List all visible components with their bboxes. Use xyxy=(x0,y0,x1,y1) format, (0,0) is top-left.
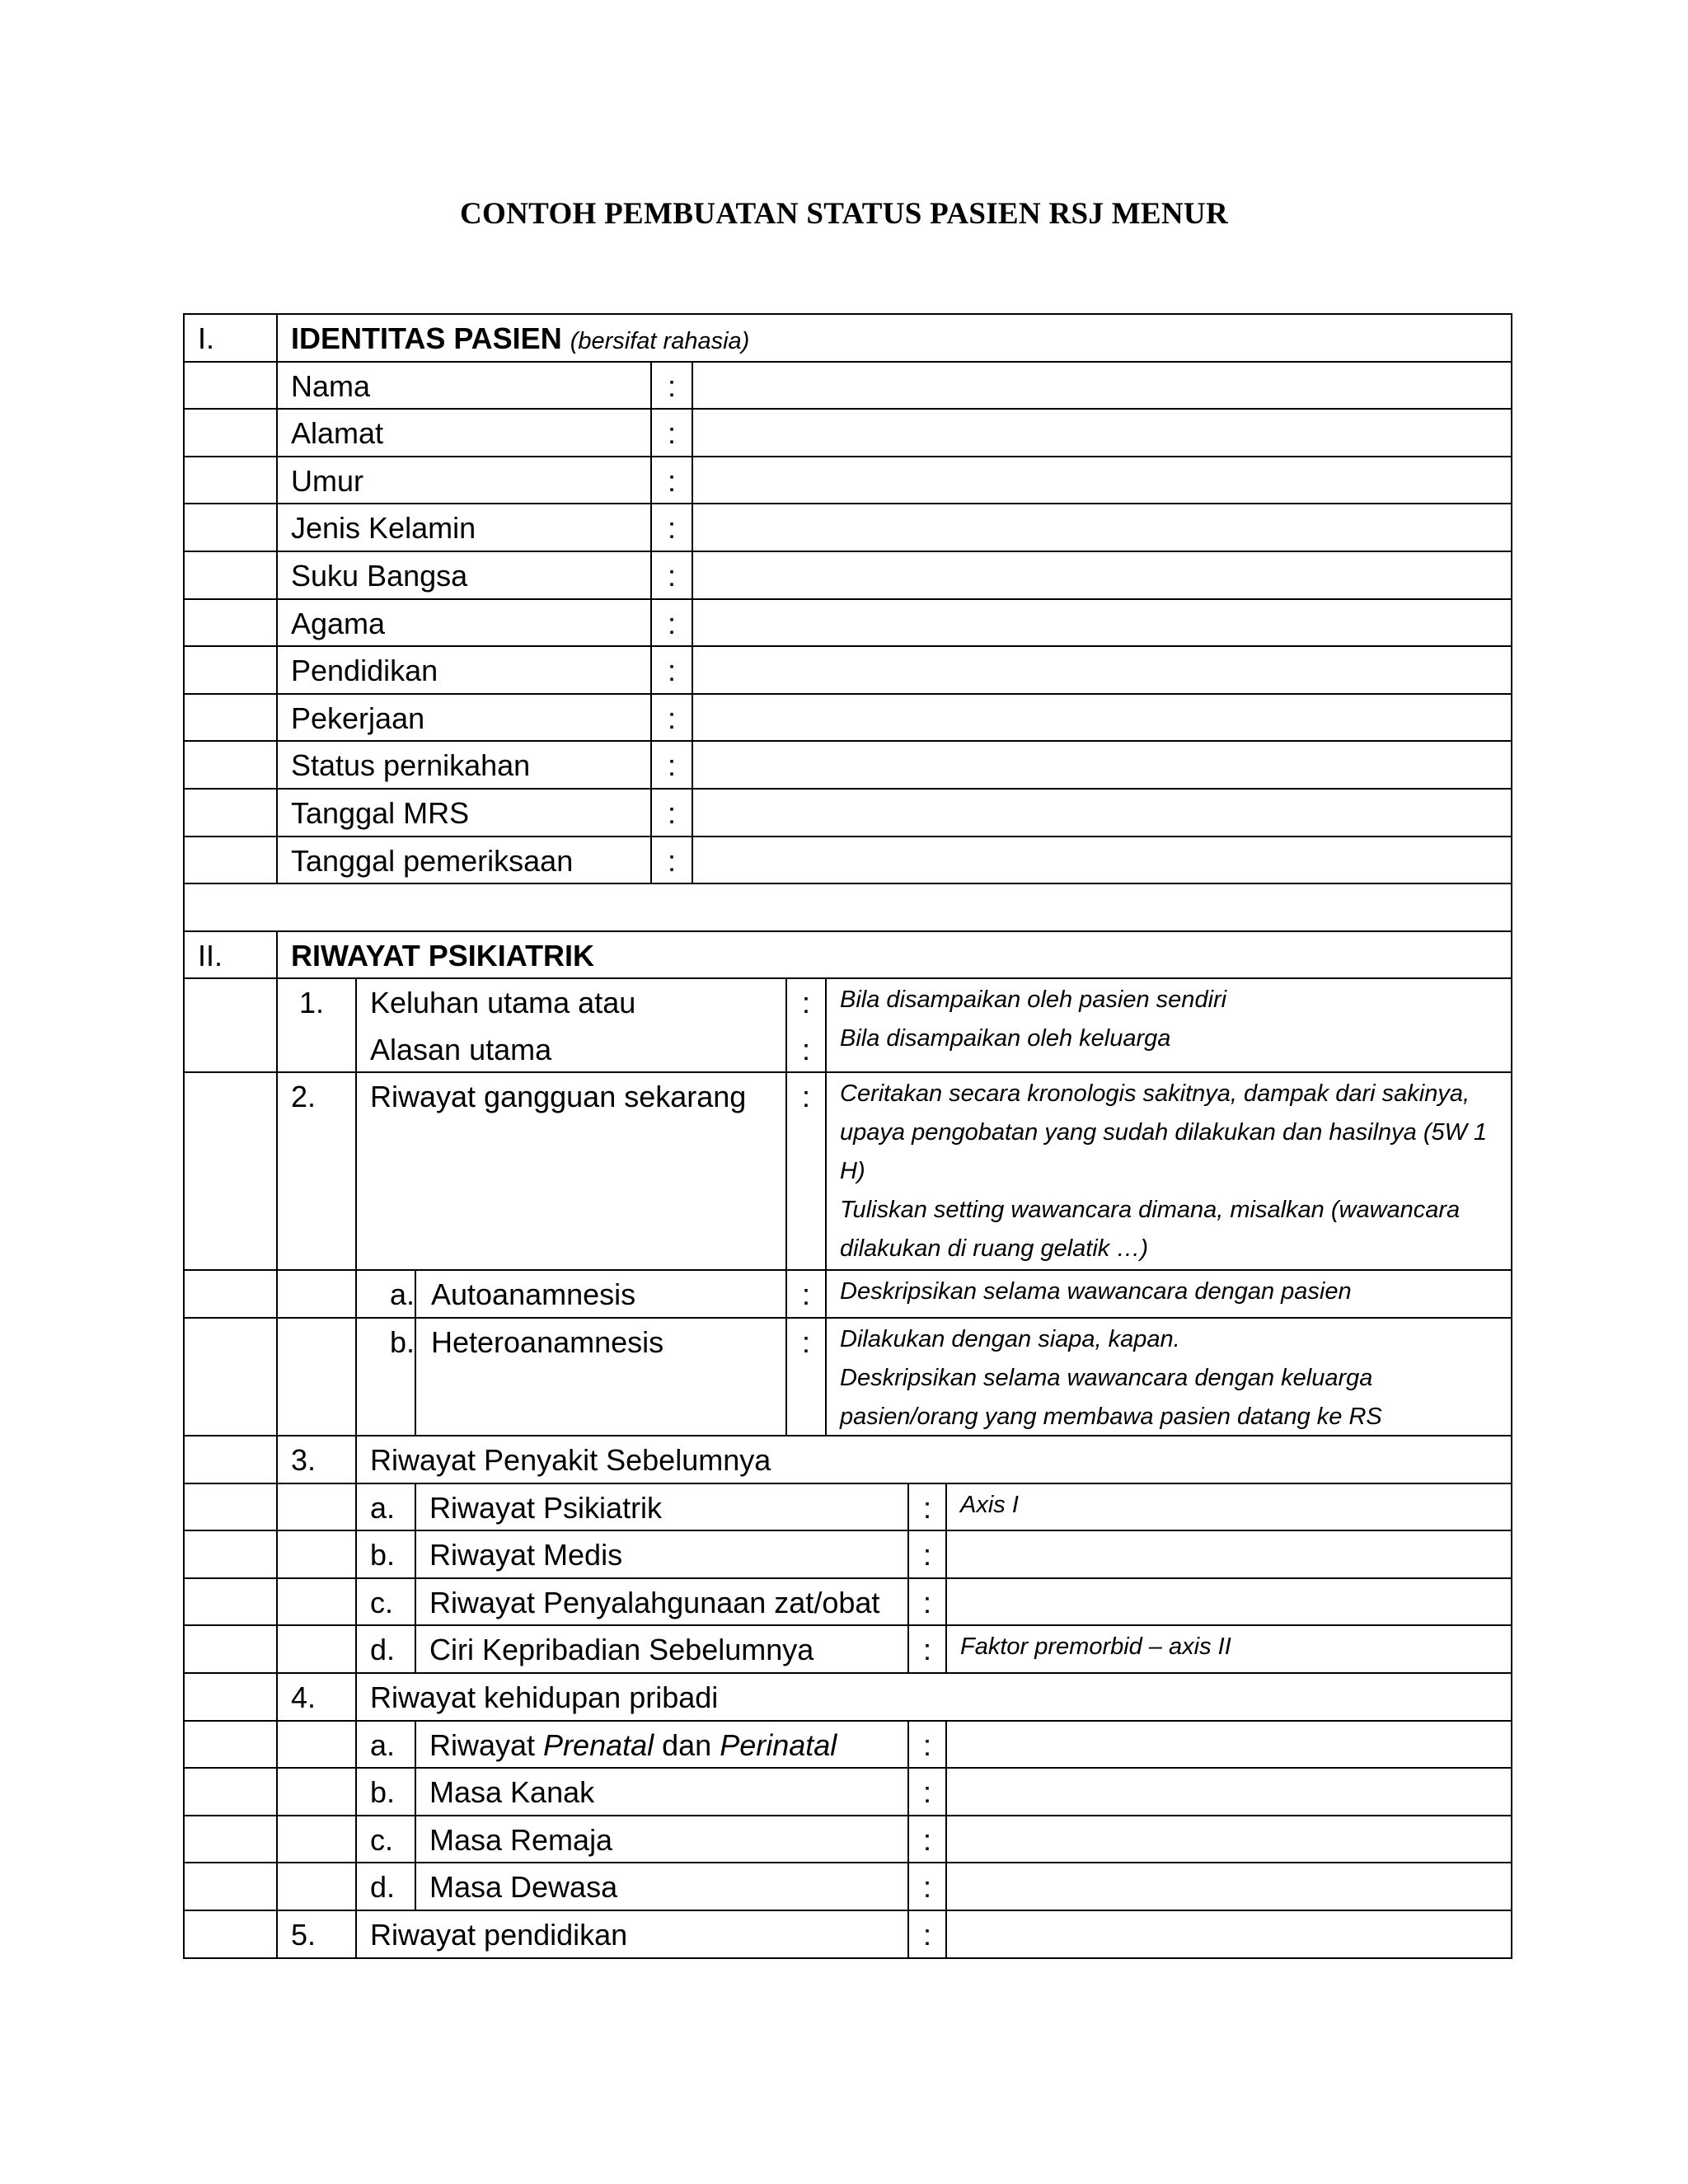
sub-label: Riwayat Penyalahgunaan zat/obat xyxy=(415,1577,909,1627)
item-number: 5. xyxy=(276,1910,357,1959)
row-spacer xyxy=(183,1483,278,1532)
row-spacer xyxy=(183,598,278,648)
row-spacer xyxy=(183,1862,278,1911)
sub-value-input[interactable] xyxy=(945,1815,1512,1864)
row-spacer xyxy=(276,1720,357,1769)
empty-row xyxy=(183,883,1512,932)
field-value-input[interactable] xyxy=(692,456,1512,505)
field-label: Tanggal pemeriksaan xyxy=(276,836,652,885)
field-colon: : xyxy=(650,361,693,410)
row-spacer xyxy=(183,977,278,1073)
sub-letter: d. xyxy=(355,1862,416,1911)
sub-letter: d. xyxy=(355,1624,416,1674)
row-spacer xyxy=(183,1672,278,1722)
sub-label: Masa Dewasa xyxy=(415,1862,909,1911)
field-value-input[interactable] xyxy=(692,740,1512,790)
field-label: Pekerjaan xyxy=(276,693,652,743)
sub-label: Heteroanamnesis xyxy=(415,1317,787,1436)
section-heading xyxy=(276,313,1512,363)
sub-label-part: Prenatal xyxy=(543,1727,654,1762)
row-spacer xyxy=(183,361,278,410)
field-colon: : xyxy=(650,598,693,648)
row-spacer xyxy=(183,1720,278,1769)
row-spacer xyxy=(276,1767,357,1816)
item-label: Riwayat Penyakit Sebelumnya xyxy=(355,1435,1512,1484)
row-spacer xyxy=(276,1483,357,1532)
sub-label: Riwayat Medis xyxy=(415,1530,909,1579)
item-colon: : xyxy=(785,1071,827,1271)
note-line: Deskripsikan selama wawancara dengan keluarga pasien/orang yang membawa pasien datang ke RS xyxy=(840,1365,1382,1430)
row-spacer xyxy=(276,1862,357,1911)
row-spacer xyxy=(183,1435,278,1484)
field-value-input[interactable] xyxy=(692,503,1512,552)
row-spacer xyxy=(183,1577,278,1627)
sub-letter: b. xyxy=(355,1317,416,1436)
sub-label: Autoanamnesis xyxy=(415,1269,787,1319)
item-label xyxy=(355,977,787,1073)
sub-colon: : xyxy=(907,1767,947,1816)
field-label: Tanggal MRS xyxy=(276,788,652,837)
row-spacer xyxy=(183,740,278,790)
sub-colon: : xyxy=(907,1530,947,1579)
field-value-input[interactable] xyxy=(692,361,1512,410)
section-number: II. xyxy=(183,930,278,980)
row-spacer xyxy=(183,1910,278,1959)
row-spacer xyxy=(183,551,278,600)
sub-note: Deskripsikan selama wawancara dengan pasien xyxy=(825,1269,1512,1319)
sub-colon: : xyxy=(907,1577,947,1627)
colon-mark: : xyxy=(801,1033,810,1067)
sub-letter: a. xyxy=(355,1483,416,1532)
row-spacer xyxy=(183,1767,278,1816)
sub-label: Masa Remaja xyxy=(415,1815,909,1864)
sub-value-input[interactable] xyxy=(945,1530,1512,1579)
sub-colon: : xyxy=(907,1815,947,1864)
sub-value-input[interactable] xyxy=(945,1862,1512,1911)
item-note xyxy=(825,977,1512,1073)
row-spacer xyxy=(183,693,278,743)
item-number: 2. xyxy=(276,1071,357,1271)
item-number: 1. xyxy=(276,977,357,1073)
item-label: Riwayat gangguan sekarang xyxy=(355,1071,787,1271)
row-spacer xyxy=(183,836,278,885)
field-colon: : xyxy=(650,645,693,695)
field-colon: : xyxy=(650,503,693,552)
section-heading xyxy=(276,930,1512,980)
note-line: Dilakukan dengan siapa, kapan. xyxy=(840,1326,1180,1352)
sub-value-input[interactable]: Axis I xyxy=(945,1483,1512,1532)
field-label: Nama xyxy=(276,361,652,410)
sub-colon: : xyxy=(785,1317,827,1436)
field-colon: : xyxy=(650,693,693,743)
sub-value-input[interactable]: Faktor premorbid – axis II xyxy=(945,1624,1512,1674)
item-note xyxy=(825,1071,1512,1271)
field-value-input[interactable] xyxy=(692,598,1512,648)
note-line: Bila disampaikan oleh pasien sendiri xyxy=(840,987,1227,1014)
sub-letter: c. xyxy=(355,1577,416,1627)
colon-mark: : xyxy=(801,986,810,1020)
sub-label-part: Perinatal xyxy=(720,1727,837,1762)
sub-colon: : xyxy=(785,1269,827,1319)
sub-label: Riwayat Psikiatrik xyxy=(415,1483,909,1532)
row-spacer xyxy=(276,1530,357,1579)
field-colon: : xyxy=(650,740,693,790)
item-label: Riwayat pendidikan xyxy=(355,1910,909,1959)
sub-letter: b. xyxy=(355,1530,416,1579)
item-label: Riwayat kehidupan pribadi xyxy=(355,1672,1512,1722)
sub-letter: a. xyxy=(355,1269,416,1319)
row-spacer xyxy=(183,1317,278,1436)
field-colon: : xyxy=(650,836,693,885)
row-spacer xyxy=(183,1815,278,1864)
row-spacer xyxy=(276,1317,357,1436)
row-spacer xyxy=(276,1815,357,1864)
row-spacer xyxy=(183,1269,278,1319)
item-label-line: Alasan utama xyxy=(370,1033,552,1067)
sub-value-input[interactable] xyxy=(945,1767,1512,1816)
sub-value-input[interactable] xyxy=(945,1720,1512,1769)
sub-label-part: Riwayat xyxy=(429,1727,544,1762)
field-label: Suku Bangsa xyxy=(276,551,652,600)
page-title: CONTOH PEMBUATAN STATUS PASIEN RSJ MENUR xyxy=(460,197,1228,231)
section-heading-text: IDENTITAS PASIEN xyxy=(291,321,562,355)
sub-note xyxy=(825,1317,1512,1436)
row-spacer xyxy=(183,1624,278,1674)
section-number: I. xyxy=(183,313,278,363)
field-label: Status pernikahan xyxy=(276,740,652,790)
field-value-input[interactable] xyxy=(692,788,1512,837)
sub-colon: : xyxy=(907,1862,947,1911)
field-value-input[interactable] xyxy=(692,645,1512,695)
field-value-input[interactable] xyxy=(692,836,1512,885)
row-spacer xyxy=(183,1530,278,1579)
item-colon: : xyxy=(907,1910,947,1959)
item-number: 4. xyxy=(276,1672,357,1722)
field-label: Pendidikan xyxy=(276,645,652,695)
row-spacer xyxy=(183,645,278,695)
field-label: Agama xyxy=(276,598,652,648)
field-value-input[interactable] xyxy=(692,551,1512,600)
sub-value-input[interactable] xyxy=(945,1577,1512,1627)
sub-label xyxy=(415,1720,909,1769)
section-heading-text: RIWAYAT PSIKIATRIK xyxy=(291,938,595,972)
section-heading-note: (bersifat rahasia) xyxy=(570,328,750,354)
note-line: Bila disampaikan oleh keluarga xyxy=(840,1025,1171,1052)
row-spacer xyxy=(183,503,278,552)
row-spacer xyxy=(276,1624,357,1674)
row-spacer xyxy=(183,408,278,457)
sub-letter: b. xyxy=(355,1767,416,1816)
field-value-input[interactable] xyxy=(692,408,1512,457)
row-spacer xyxy=(276,1269,357,1319)
sub-label: Masa Kanak xyxy=(415,1767,909,1816)
sub-letter: a. xyxy=(355,1720,416,1769)
field-label: Umur xyxy=(276,456,652,505)
sub-colon: : xyxy=(907,1483,947,1532)
row-spacer xyxy=(276,1577,357,1627)
note-line: Tuliskan setting wawancara dimana, misalkan (wawancara dilakukan di ruang gelatik …) xyxy=(840,1197,1461,1263)
row-spacer xyxy=(183,788,278,837)
row-spacer xyxy=(183,456,278,505)
field-colon: : xyxy=(650,551,693,600)
sub-letter: c. xyxy=(355,1815,416,1864)
field-colon: : xyxy=(650,788,693,837)
sub-colon: : xyxy=(907,1720,947,1769)
sub-label: Ciri Kepribadian Sebelumnya xyxy=(415,1624,909,1674)
item-number: 3. xyxy=(276,1435,357,1484)
item-colon xyxy=(785,977,827,1073)
row-spacer xyxy=(183,1071,278,1271)
field-colon: : xyxy=(650,456,693,505)
sub-colon: : xyxy=(907,1624,947,1674)
item-value-input[interactable] xyxy=(945,1910,1512,1959)
field-value-input[interactable] xyxy=(692,693,1512,743)
field-label: Alamat xyxy=(276,408,652,457)
field-label: Jenis Kelamin xyxy=(276,503,652,552)
note-line: Ceritakan secara kronologis sakitnya, dampak dari sakinya, upaya pengobatan yang sudah dilakukan dan hasilnya (5W 1 H) xyxy=(840,1080,1488,1185)
sub-label-part: dan xyxy=(654,1727,720,1762)
field-colon: : xyxy=(650,408,693,457)
item-label-line: Keluhan utama atau xyxy=(370,986,636,1020)
